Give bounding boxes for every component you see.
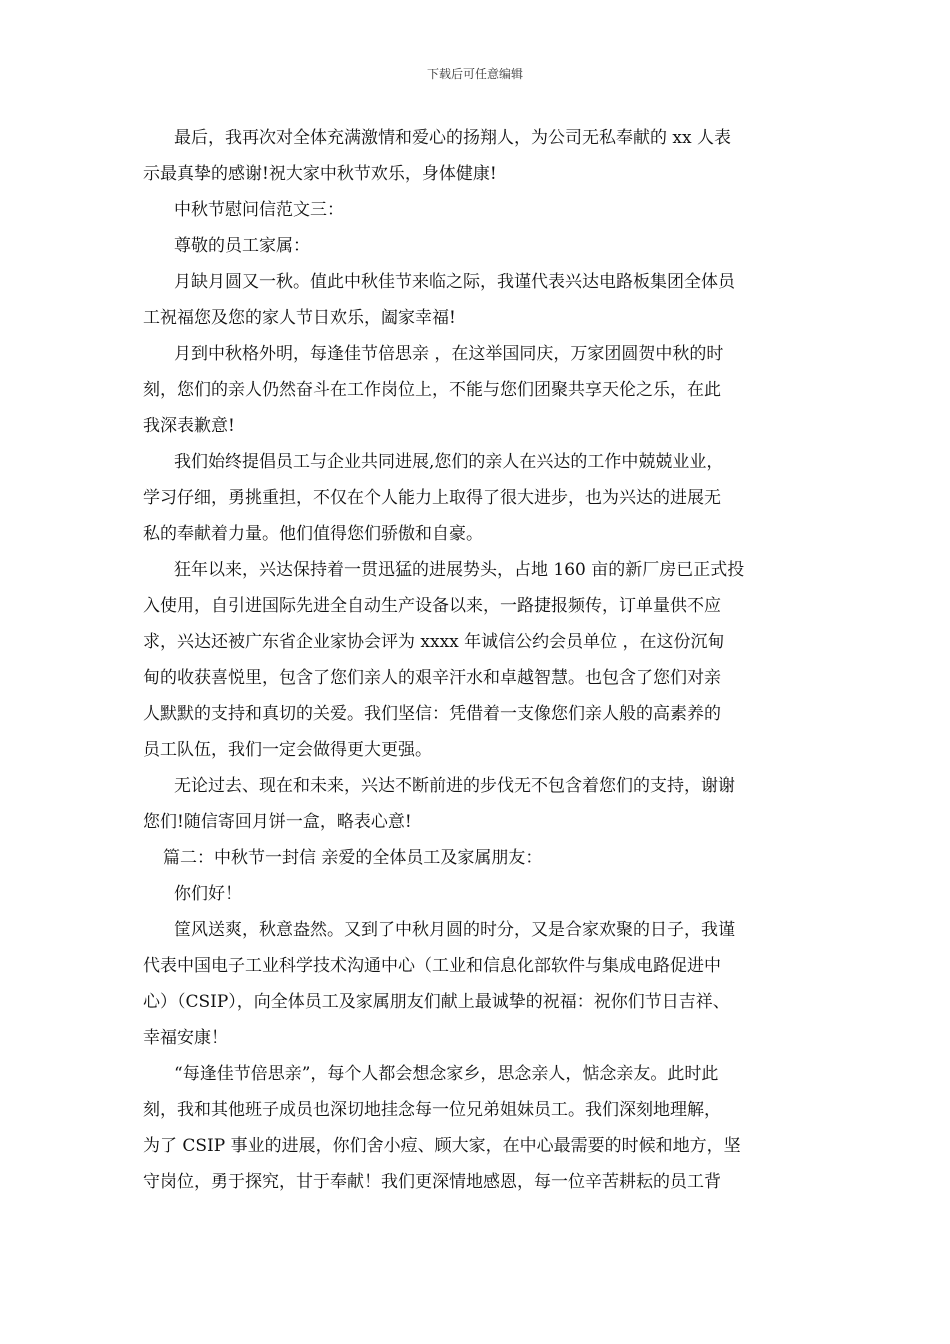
text-line: “每逢佳节倍思亲”，每个人都会想念家乡，思念亲人，惦念亲友。此时此 — [174, 1064, 719, 1084]
text-line: 篇二：中秋节一封信 亲爱的全体员工及家属朋友： — [163, 848, 543, 868]
text-line: 入使用，自引进国际先进全自动生产设备以来，一路捷报频传，订单量供不应 — [143, 596, 721, 616]
text-line: 狂年以来，兴达保持着一贯迅猛的进展势头，占地 160 亩的新厂房已正式投 — [174, 560, 745, 580]
text-line: 月缺月圆又一秋。值此中秋佳节来临之际，我谨代表兴达电路板集团全体员 — [174, 272, 735, 292]
text-line: 求，兴达还被广东省企业家协会评为 xxxx 年诚信公约会员单位 ，在这份沉甸 — [143, 632, 725, 652]
text-line: 幸福安康！ — [143, 1028, 228, 1048]
text-line: 员工队伍，我们一定会做得更大更强。 — [143, 740, 432, 760]
text-line: 刻，我和其他班子成员也深切地挂念每一位兄弟姐妹员工。我们深刻地理解， — [143, 1100, 721, 1120]
text-line: 你们好！ — [174, 884, 242, 904]
text-line: 代表中国电子工业科学技术沟通中心（工业和信息化部软件与集成电路促进中 — [143, 956, 721, 976]
text-line: 刻，您们的亲人仍然奋斗在工作岗位上，不能与您们团聚共享天伦之乐，在此 — [143, 380, 721, 400]
text-line: 心）（CSIP），向全体员工及家属朋友们献上最诚挚的祝福：祝你们节日吉祥、 — [143, 992, 730, 1012]
text-line: 您们!随信寄回月饼一盒，略表心意! — [143, 812, 412, 832]
text-line: 尊敬的员工家属： — [174, 236, 310, 256]
text-line: 为了 CSIP 事业的进展，你们舍小痘、顾大家，在中心最需要的时候和地方，坚 — [143, 1136, 741, 1156]
text-line: 中秋节慰问信范文三： — [174, 200, 344, 220]
text-line: 无论过去、现在和未来，兴达不断前进的步伐无不包含着您们的支持，谢谢 — [174, 776, 735, 796]
text-line: 守岗位，勇于探究，甘于奉献！我们更深情地感恩，每一位辛苦耕耘的员工背 — [143, 1172, 721, 1192]
text-line: 我们始终提倡员工与企业共同进展,您们的亲人在兴达的工作中兢兢业业， — [174, 452, 724, 472]
text-line: 月到中秋格外明，每逢佳节倍思亲 ，在这举国同庆，万家团圆贺中秋的时 — [174, 344, 724, 364]
text-line: 最后，我再次对全体充满激情和爱心的扬翔人，为公司无私奉献的 xx 人表 — [174, 128, 731, 148]
text-line: 人默默的支持和真切的关爱。我们坚信：凭借着一支像您们亲人般的高素养的 — [143, 704, 721, 724]
text-line: 甸的收获喜悦里，包含了您们亲人的艰辛汗水和卓越智慧。也包含了您们对亲 — [143, 668, 721, 688]
document-body — [143, 120, 823, 1200]
text-line: 我深表歉意! — [143, 416, 235, 436]
text-line: 示最真挚的感谢!祝大家中秋节欢乐，身体健康! — [143, 164, 497, 184]
text-line: 学习仔细，勇挑重担，不仅在个人能力上取得了很大进步，也为兴达的进展无 — [143, 488, 721, 508]
text-line: 筐风送爽，秋意盎然。又到了中秋月圆的时分，又是合家欢聚的日子，我谨 — [174, 920, 735, 940]
text-line: 私的奉献着力量。他们值得您们骄傲和自豪。 — [143, 524, 483, 544]
text-line: 工祝福您及您的家人节日欢乐，阖家幸福! — [143, 308, 456, 328]
page-header: 下载后可任意编辑 — [426, 67, 523, 81]
